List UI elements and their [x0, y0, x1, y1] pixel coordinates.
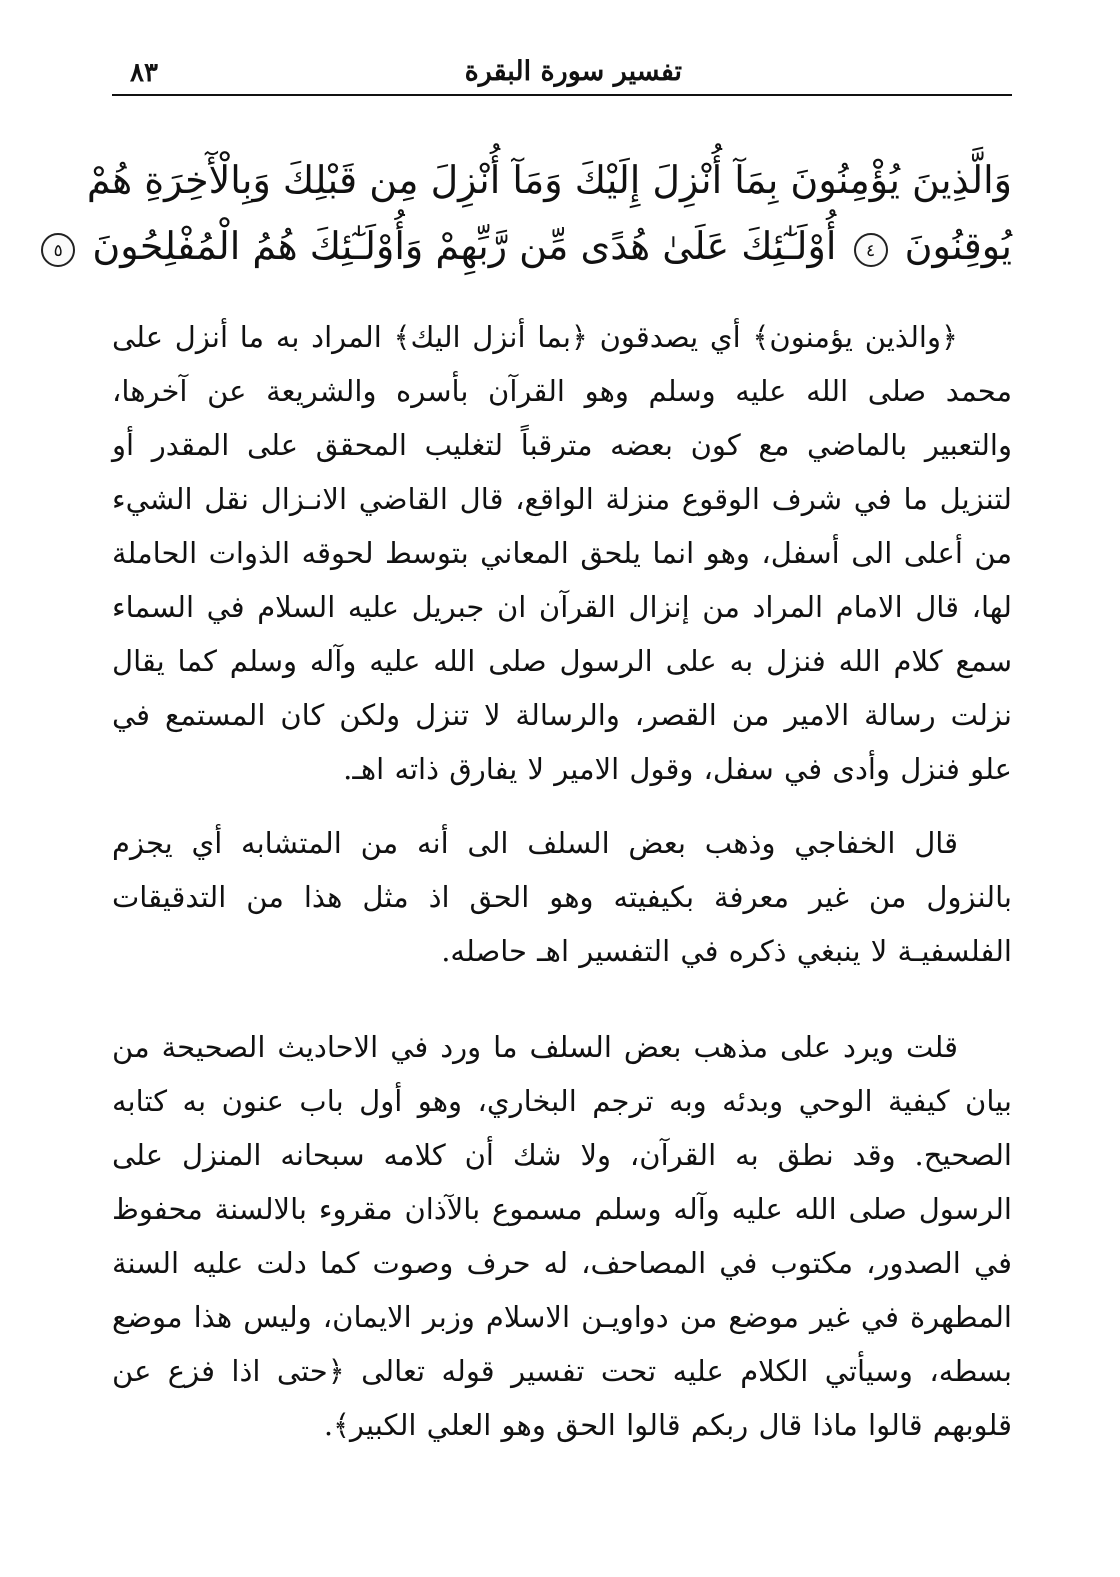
ayah-number-marker: ٥	[41, 233, 75, 267]
ayah-number-marker: ٤	[854, 233, 888, 267]
quran-verse-block	[53, 150, 1012, 276]
verse-line	[86, 150, 1012, 210]
verse-line	[53, 216, 1012, 276]
commentary-paragraph: قلت ويرد على مذهب بعض السلف ما ورد في الاحاديث الصحيحة من بيان كيفية الوحي وبدئه وبه ترجم البخاري، وهو أول باب عنون به كتابه الصحيح. وقد نطق به القرآن، ولا شك أن كلامه سبحانه المنزل على الرسول صلى الله عليه وآله وسلم مسموع بالآذان مقروء بالالسنة محفوظ في الصدور، مكتوب في المصاحف، له حرف وصوت كما دلت عليه السنة المطهرة في غير موضع من دواويـن الاسلام وزبر الايمان، وليس هذا موضع بسطه، وسيأتي الكلام عليه تحت تفسير قوله تعالى ﴿حتى اذا فزع عن قلوبهم قالوا ماذا قال ربكم قالوا الحق وهو العلي الكبير﴾.	[112, 1030, 1012, 1442]
running-header	[112, 48, 1012, 96]
verse-text: أُوْلَـٰٓئِكَ عَلَىٰ هُدًى مِّن رَّبِّهِمْ وَأُوْلَـٰٓئِكَ هُمُ الْمُفْلِحُونَ	[92, 224, 837, 268]
page-number: ٨٣	[130, 58, 158, 88]
commentary-text	[112, 310, 1012, 1452]
commentary-paragraph: قال الخفاجي وذهب بعض السلف الى أنه من المتشابه أي يجزم بالنزول من غير معرفة بكيفيته وهو الحق اذ مثل هذا من التدقيقات الفلسفيـة لا ينبغي ذكره في التفسير اهـ حاصله.	[112, 826, 1012, 968]
page-title: تفسير سورة البقرة	[464, 56, 682, 87]
verse-text: يُوقِنُونَ	[904, 224, 1012, 268]
commentary-paragraph: ﴿والذين يؤمنون﴾ أي يصدقون ﴿بما أنزل اليك﴾ المراد به ما أنزل على محمد صلى الله عليه وسلم وهو القرآن بأسره والشريعة عن آخرها، والتعبير بالماضي مع كون بعضه مترقباً لتغليب المحقق على المقدر أو لتنزيل ما في شرف الوقوع منزلة الواقع، قال القاضي الانـزال نقل الشيء من أعلى الى أسفل، وهو انما يلحق المعاني بتوسط لحوقه الذوات الحاملة لها، قال الامام المراد من إنزال القرآن ان جبريل عليه السلام في السماء سمع كلام الله فنزل به على الرسول صلى الله عليه وآله وسلم كما يقال نزلت رسالة الامير من القصر، والرسالة لا تنزل ولكن كان المستمع في علو فنزل وأدى في سفل، وقول الامير لا يفارق ذاته اهـ.	[112, 320, 1012, 786]
book-page	[53, 48, 1012, 1538]
verse-text: وَالَّذِينَ يُؤْمِنُونَ بِمَآ أُنْزِلَ إِلَيْكَ وَمَآ أُنْزِلَ مِن قَبْلِكَ وَبِالْأٓخِرَةِ هُمْ	[86, 158, 1012, 202]
